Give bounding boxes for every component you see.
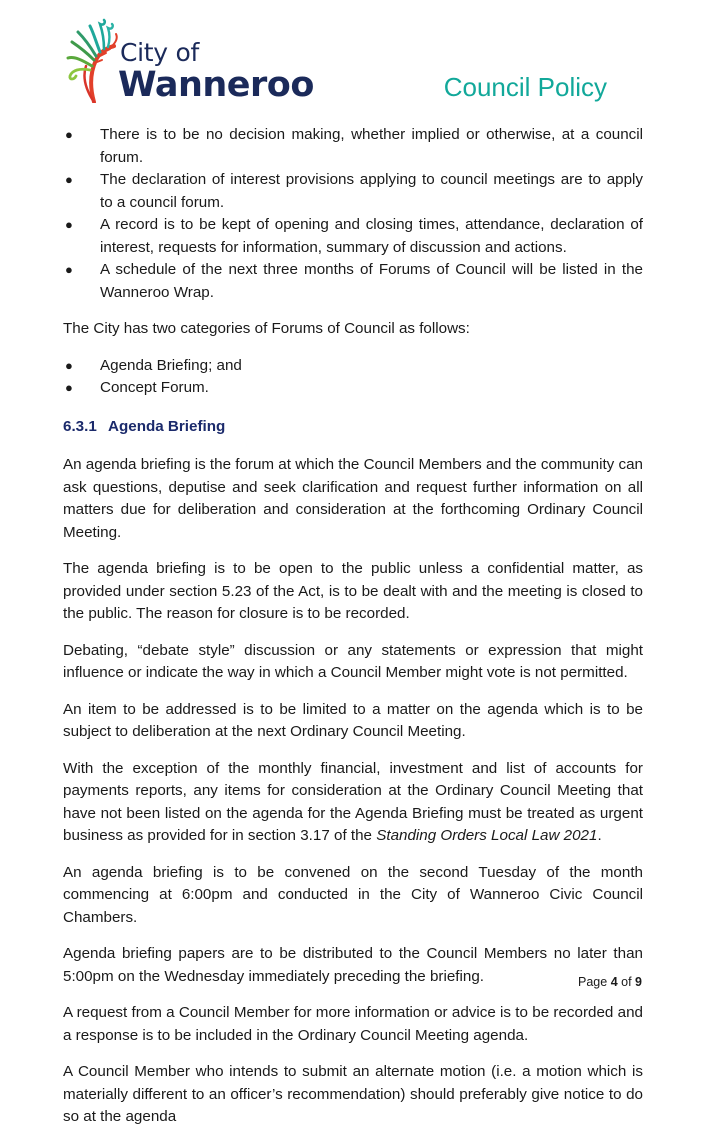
bullet-icon: ● <box>65 380 73 395</box>
paragraph: An agenda briefing is the forum at which the Council Members and the community can ask questions, deputise and seek clarification and request further information on all matters due for deliberation and consideration at the forthcoming Ordinary Council Meeting. <box>63 456 643 541</box>
paragraph: Agenda briefing papers are to be distributed to the Council Members no later than 5:00pm on the Wednesday immediately preceding the briefing. <box>63 945 643 985</box>
bullet-icon: ● <box>65 262 73 277</box>
section-number: 6.3.1 <box>63 417 97 435</box>
list-item: ● Agenda Briefing; and <box>63 355 643 378</box>
categories-intro: The City has two categories of Forums of Council as follows: <box>63 320 470 337</box>
bullet-icon: ● <box>65 217 73 232</box>
logo-text-city-of: City of <box>120 38 199 67</box>
section-title: Agenda Briefing <box>108 417 226 435</box>
paragraph: An item to be addressed is to be limited to a matter on the agenda which is to be subject to deliberation at the next Ordinary Council Meeting. <box>63 700 643 740</box>
paragraph: A Council Member who intends to submit an alternate motion (i.e. a motion which is materially different to an officer’s recommendation) should preferably give notice to do so at the agenda <box>63 1063 643 1125</box>
logo-text-wanneroo: Wanneroo <box>118 65 314 105</box>
list-item: ● A record is to be kept of opening and closing times, attendance, declaration of interest, requests for information, summary of discussion and actions. <box>65 216 643 256</box>
paragraph: The agenda briefing is to be open to the public unless a confidential matter, as provided under section 5.23 of the Act, is to be dealt with and the meeting is closed to the public. The reason for closure is to be recorded. <box>63 560 643 622</box>
list-item: ● Concept Forum. <box>63 377 643 400</box>
bullet-icon: ● <box>65 357 73 373</box>
paragraph-exception: With the exception of the monthly financial, investment and list of accounts for payments reports, any items for consideration at the Ordinary Council Meeting that have not been listed on the agenda for the Agenda Briefing must be treated as urgent business as provided for in section 3.17 of the Standing Orders Local Law 2021. <box>63 759 643 844</box>
page-number: Page 4 of 9 <box>578 975 642 989</box>
bullet-icon: ● <box>65 127 73 142</box>
forum-categories-list <box>63 355 643 400</box>
page-header <box>0 0 705 115</box>
total-pages: 9 <box>635 975 642 989</box>
paragraph: Debating, “debate style” discussion or any statements or expression that might influence or indicate the way in which a Council Member might vote is not permitted. <box>63 641 643 681</box>
current-page: 4 <box>610 975 618 989</box>
list-item: ● The declaration of interest provisions applying to council meetings are to apply to a council forum. <box>65 171 643 211</box>
kangaroo-paw-icon <box>64 18 124 103</box>
section-heading <box>63 416 643 439</box>
forum-rules-list <box>63 124 643 304</box>
bullet-icon: ● <box>65 172 73 187</box>
paragraph: A request from a Council Member for more information or advice is to be recorded and a response is to be included in the Ordinary Council Meeting agenda. <box>63 1004 643 1044</box>
law-reference: Standing Orders Local Law 2021 <box>376 827 598 844</box>
city-of-wanneroo-logo <box>64 18 314 105</box>
list-item: ● There is to be no decision making, whether implied or otherwise, at a council forum. <box>65 126 643 166</box>
document-type-title: Council Policy <box>443 72 607 102</box>
paragraph: An agenda briefing is to be convened on the second Tuesday of the month commencing at 6:00pm and conducted in the City of Wanneroo Civic Council Chambers. <box>63 863 643 926</box>
list-item: ● A schedule of the next three months of Forums of Council will be listed in the Wanneroo Wrap. <box>65 261 643 301</box>
document-body <box>63 124 643 1129</box>
